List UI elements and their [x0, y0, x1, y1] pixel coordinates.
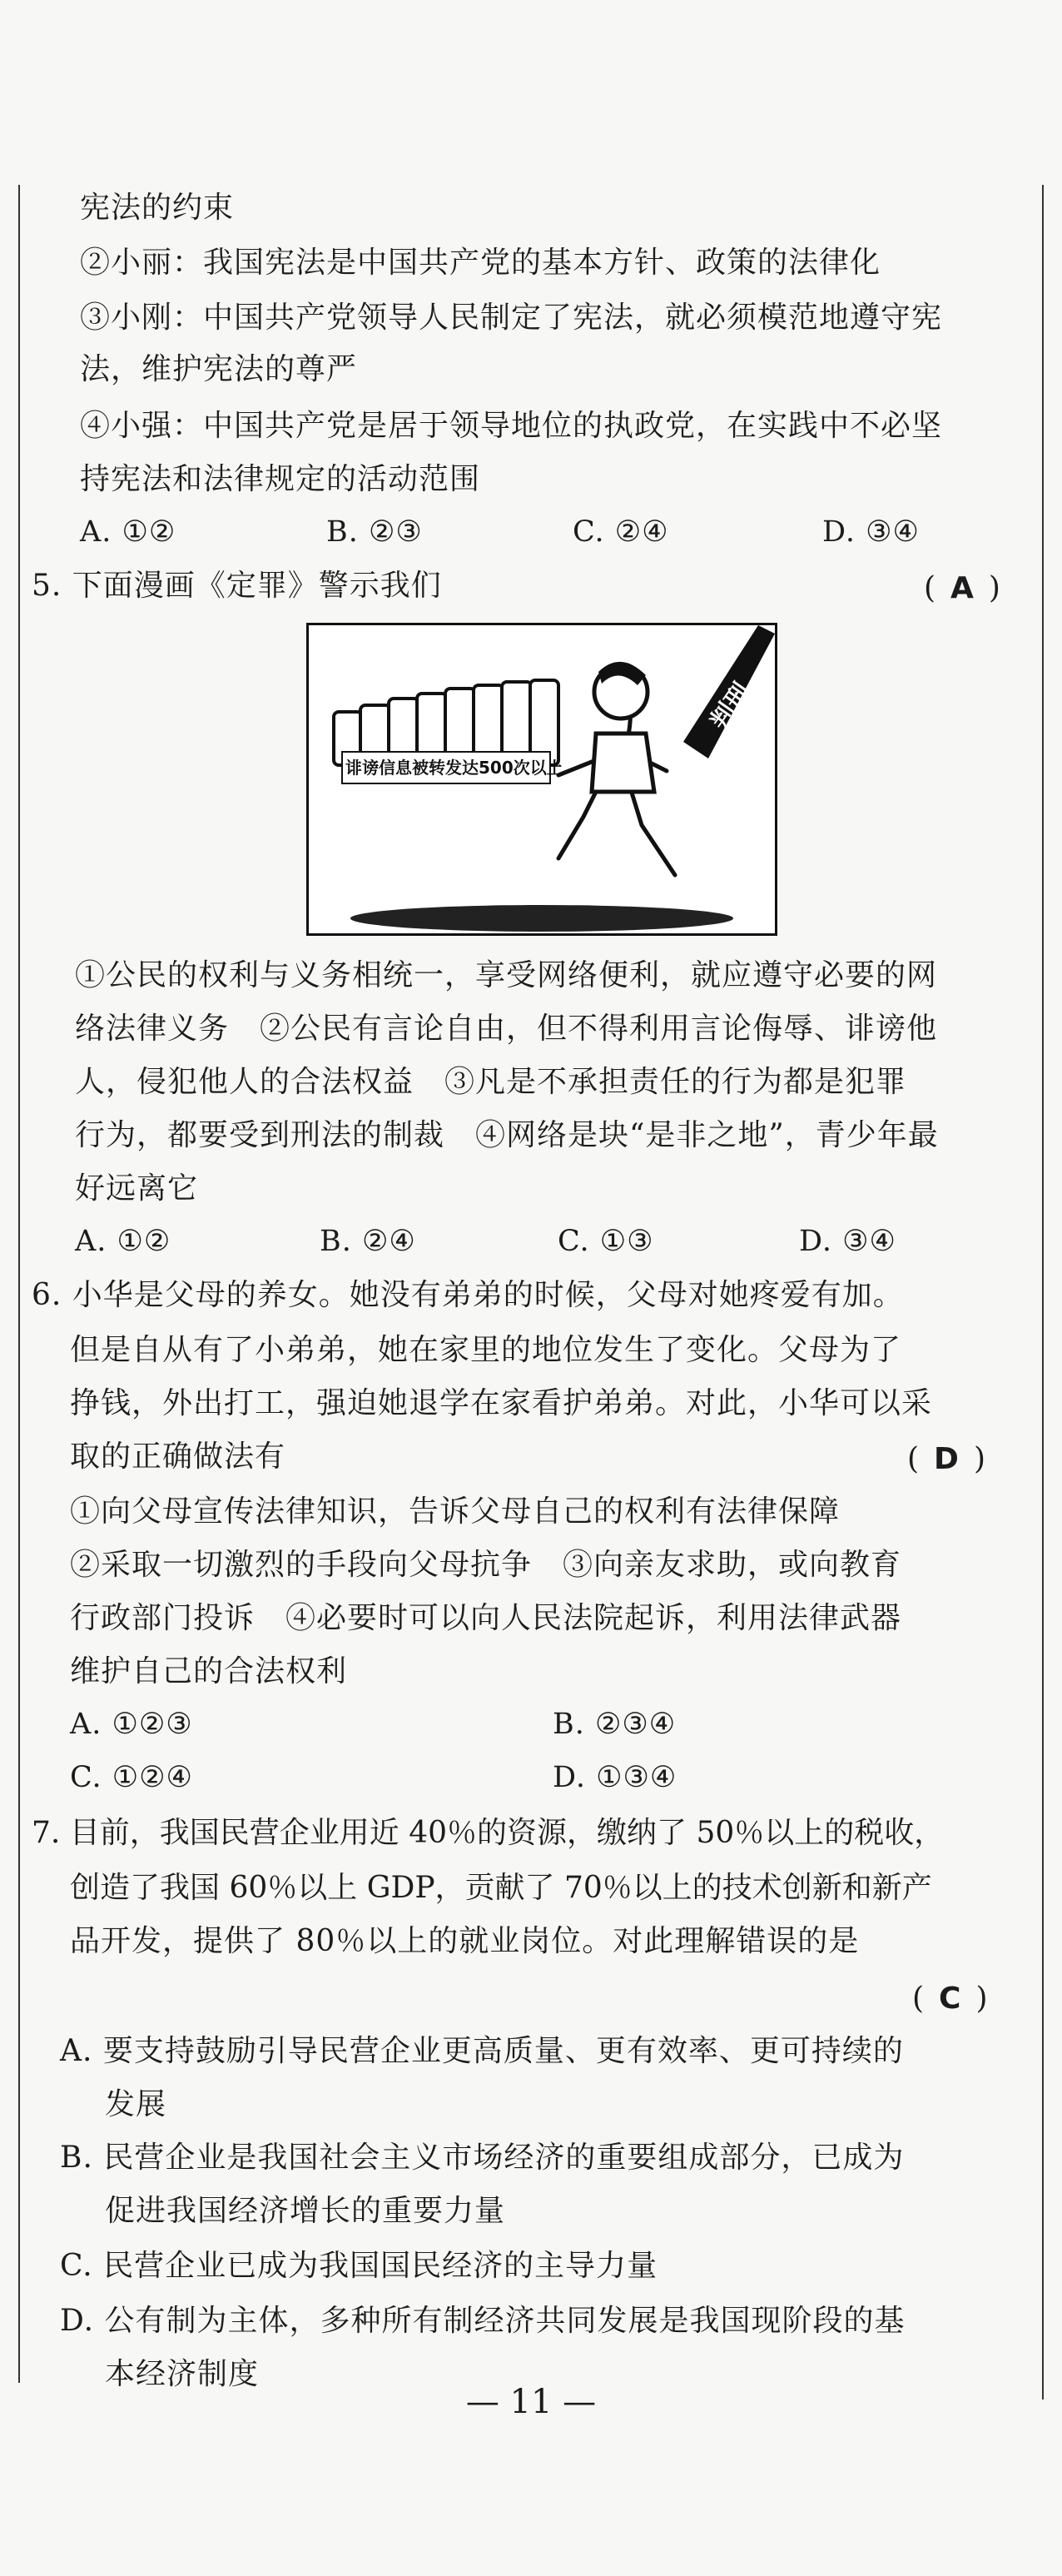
q7-option-d-cont: 本经济制度 — [105, 2357, 260, 2391]
q6-line-2: 但是自从有了小弟弟，她在家里的地位发生了变化。父母为了 — [70, 1333, 902, 1367]
q4-option-b: B. ②③ — [326, 515, 423, 549]
page-number: — 11 — — [465, 2383, 597, 2421]
q5-line-2: 络法律义务 ②公民有言论自由，但不得利用言论侮辱、诽谤他 — [75, 1012, 938, 1046]
q7-option-a: A. 要支持鼓励引导民营企业更高质量、更有效率、更可持续的 — [60, 2034, 904, 2068]
q7-option-d: D. 公有制为主体，多种所有制经济共同发展是我国现阶段的基 — [60, 2304, 906, 2338]
right-margin-rule — [1042, 185, 1044, 2399]
q4-statement-2: ②小丽：我国宪法是中国共产党的基本方针、政策的法律化 — [80, 246, 881, 280]
q4-statement-4: ④小强：中国共产党是居于领导地位的执政党，在实践中不必坚 — [80, 409, 943, 443]
q5-option-c: C. ①③ — [558, 1225, 654, 1258]
cartoon-image — [306, 623, 777, 936]
q6-line-3: 挣钱，外出打工，强迫她退学在家看护弟弟。对此，小华可以采 — [70, 1386, 933, 1420]
q7-answer-bracket: ( C ) — [912, 1982, 988, 2016]
q5-answer: A — [950, 571, 974, 605]
q4-statement-3: ③小刚：中国共产党领导人民制定了宪法，就必须模范地遵守宪 — [80, 301, 943, 335]
cartoon-sign-text: 判刑 — [704, 678, 757, 736]
q5-line-3: 人，侵犯他人的合法权益 ③凡是不承担责任的行为都是犯罪 — [75, 1065, 907, 1099]
q7-option-a-cont: 发展 — [105, 2087, 167, 2121]
q7-line-1: 7. 目前，我国民营企业用近 40％的资源，缴纳了 50％以上的税收， — [32, 1816, 945, 1850]
q6-line-4: 取的正确做法有 — [70, 1440, 286, 1474]
q5-line-5: 好远离它 — [75, 1171, 199, 1206]
q7-line-3: 品开发，提供了 80％以上的就业岗位。对此理解错误的是 — [70, 1924, 860, 1958]
q6-option-a: A. ①②③ — [70, 1708, 193, 1741]
left-margin-rule — [18, 185, 20, 2383]
q6-statement-2: ②采取一切激烈的手段向父母抗争 ③向亲友求助，或向教育 — [70, 1548, 902, 1582]
q5-line-4: 行为，都要受到刑法的制裁 ④网络是块“是非之地”，青少年最 — [75, 1118, 939, 1152]
q6-answer: D — [934, 1442, 959, 1476]
q4-option-d: D. ③④ — [822, 515, 920, 549]
q5-line-1: ①公民的权利与义务相统一，享受网络便利，就应遵守必要的网 — [75, 958, 938, 992]
q6-statement-4: 维护自己的合法权利 — [70, 1654, 348, 1688]
q4-option-a: A. ①② — [80, 515, 176, 549]
q7-line-2: 创造了我国 60％以上 GDP，贡献了 70％以上的技术创新和新产 — [70, 1871, 932, 1905]
q4-stem-continuation: 宪法的约束 — [80, 191, 235, 225]
q7-option-b-cont: 促进我国经济增长的重要力量 — [105, 2194, 506, 2228]
q5-option-d: D. ③④ — [799, 1225, 896, 1258]
q6-line-1: 6. 小华是父母的养女。她没有弟弟的时候，父母对她疼爱有加。 — [32, 1278, 904, 1312]
q4-statement-3-cont: 法，维护宪法的尊严 — [80, 352, 358, 386]
q4-option-c: C. ②④ — [573, 515, 669, 549]
q6-answer-bracket: ( D ) — [907, 1442, 985, 1476]
cartoon-banner-text: 诽谤信息被转发达500次以上 — [345, 758, 563, 778]
q7-option-c: C. 民营企业已成为我国国民经济的主导力量 — [60, 2249, 658, 2283]
q5-option-b: B. ②④ — [320, 1225, 416, 1258]
q7-answer: C — [939, 1982, 961, 2016]
q6-option-c: C. ①②④ — [70, 1761, 193, 1794]
cartoon-drawing — [309, 625, 775, 933]
q6-statement-3: 行政部门投诉 ④必要时可以向人民法院起诉，利用法律武器 — [70, 1601, 902, 1635]
q6-option-b: B. ②③④ — [553, 1708, 677, 1741]
q5-stem: 5. 下面漫画《定罪》警示我们 — [32, 569, 442, 603]
q5-option-a: A. ①② — [75, 1225, 171, 1258]
q6-option-d: D. ①③④ — [553, 1761, 677, 1794]
q7-option-b: B. 民营企业是我国社会主义市场经济的重要组成部分，已成为 — [60, 2141, 905, 2175]
q5-answer-bracket: ( A ) — [924, 571, 1000, 605]
q4-statement-4-cont: 持宪法和法律规定的活动范围 — [80, 462, 481, 496]
q6-statement-1: ①向父母宣传法律知识，告诉父母自己的权利有法律保障 — [70, 1494, 841, 1529]
